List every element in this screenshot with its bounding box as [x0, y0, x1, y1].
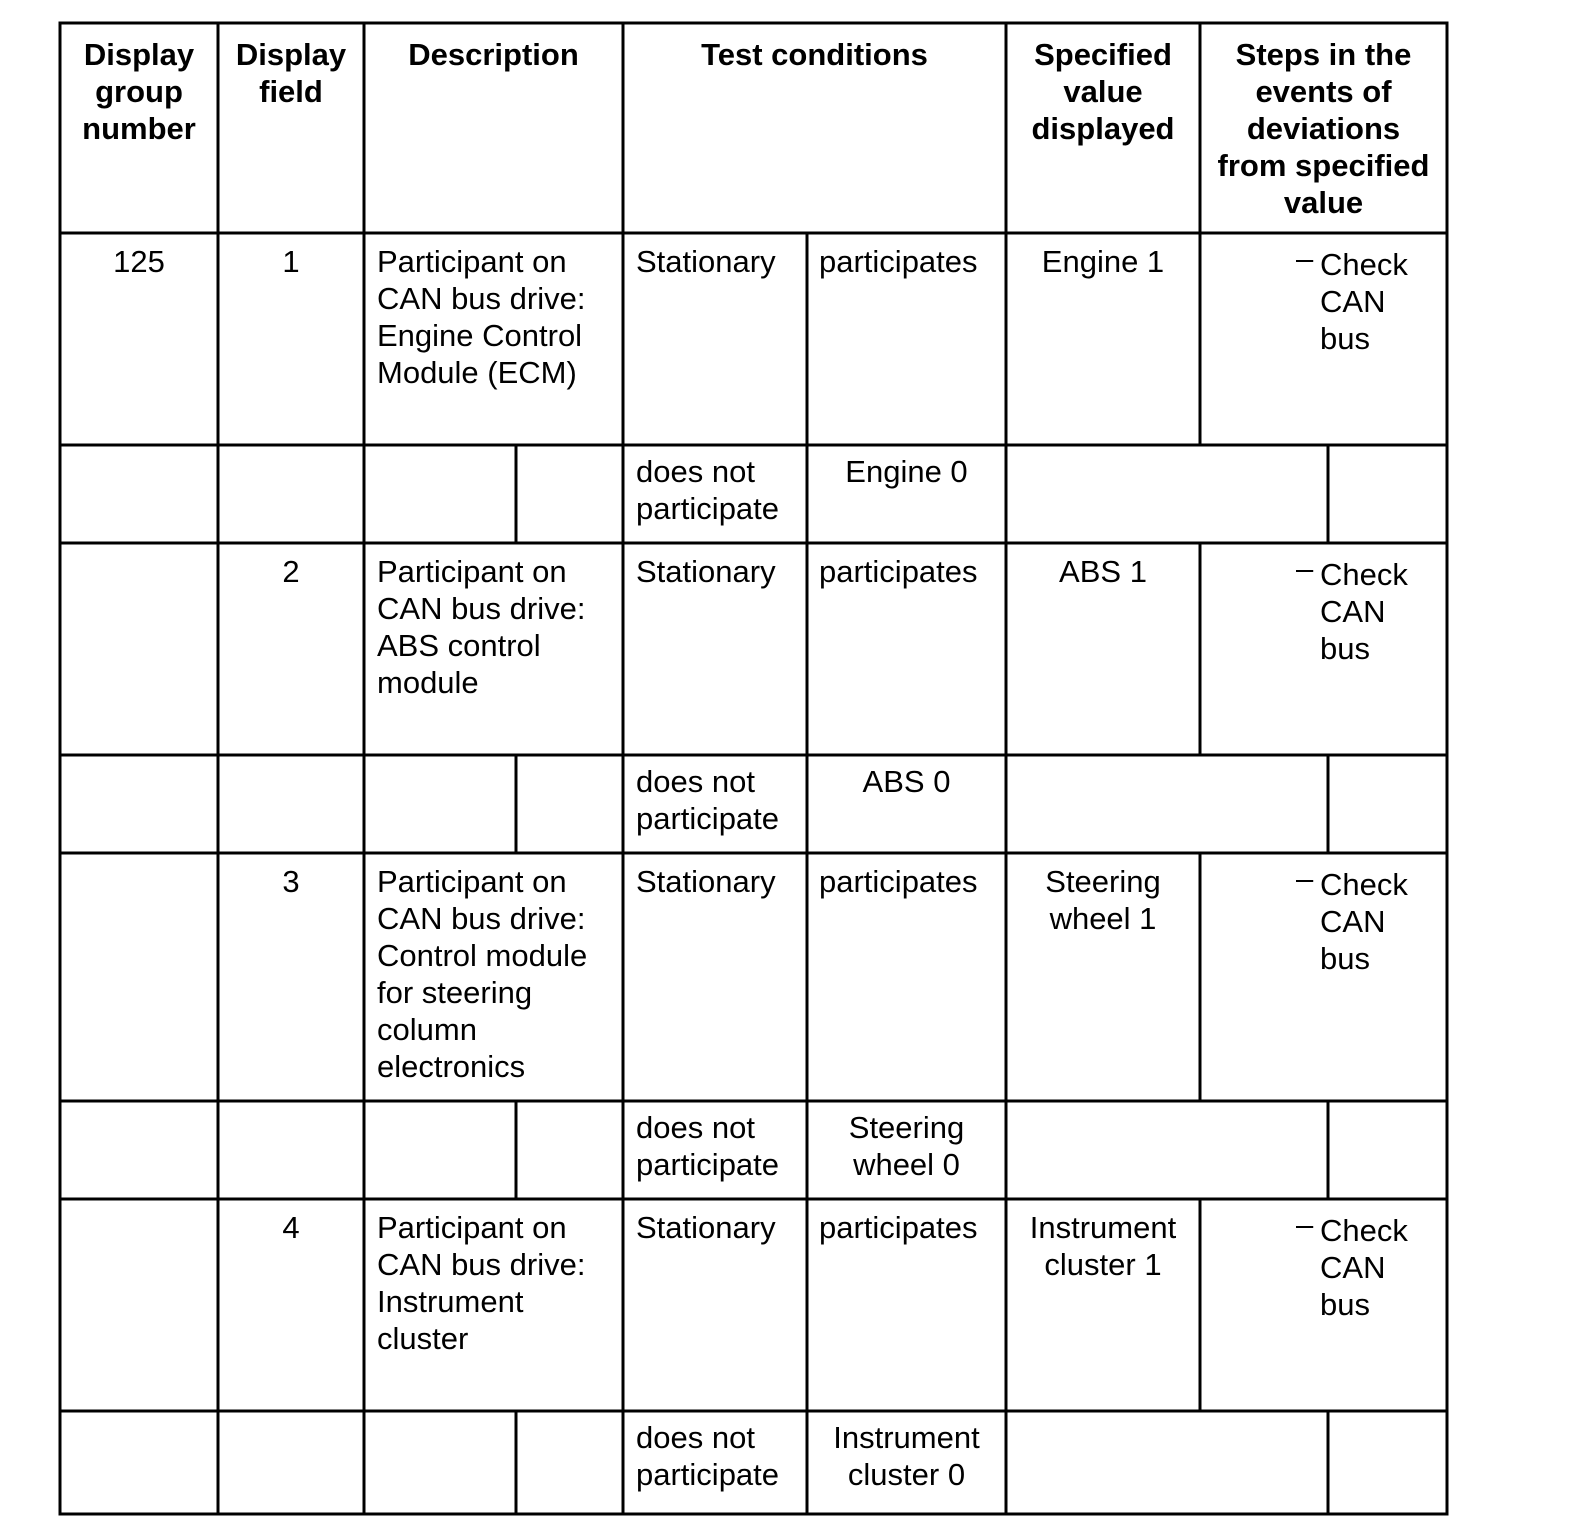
row-4-value-on: Instrument cluster 1: [1029, 1210, 1177, 1282]
row-4-not-participate: does not participate: [636, 1420, 780, 1492]
header-test-conditions: Test conditions: [701, 37, 928, 72]
row-1-step: Check CAN bus: [1320, 247, 1408, 356]
row-2-step: Check CAN bus: [1320, 557, 1408, 666]
header-description: Description: [408, 37, 579, 72]
row-4-condition: Stationary: [636, 1210, 776, 1245]
row-3-condition: Stationary: [636, 864, 776, 899]
row-4-description: Participant on CAN bus drive: Instrument cluster: [377, 1210, 586, 1356]
row-1-condition: Stationary: [636, 244, 776, 279]
row-3-value-off: Steering wheel 0: [848, 1110, 965, 1182]
row-4-participates: participates: [819, 1210, 978, 1245]
row-2-participates: participates: [819, 554, 978, 589]
row-3-step-dash: –: [1296, 861, 1314, 896]
row-1-not-participate: does not participate: [636, 454, 780, 526]
row-4-step: Check CAN bus: [1320, 1213, 1408, 1322]
row-3-not-participate: does not participate: [636, 1110, 780, 1182]
row-3-value-on: Steering wheel 1: [1045, 864, 1161, 936]
row-2-value-off: ABS 0: [862, 764, 951, 799]
row-4-field: 4: [282, 1210, 300, 1245]
row-2-field: 2: [282, 554, 300, 589]
row-3-description: Participant on CAN bus drive: Control module for steering column electronics: [377, 864, 588, 1084]
header-display-field: Display field: [235, 37, 347, 109]
row-1-description: Participant on CAN bus drive: Engine Control Module (ECM): [377, 244, 586, 390]
header-steps: Steps in the events of deviations from specified value: [1217, 37, 1430, 220]
row-1-value-on: Engine 1: [1041, 244, 1165, 279]
row-1-field: 1: [282, 244, 300, 279]
row-1-participates: participates: [819, 244, 978, 279]
row-4-value-off: Instrument cluster 0: [833, 1420, 980, 1492]
row-2-description: Participant on CAN bus drive: ABS control module: [377, 554, 586, 700]
row-1-step-dash: –: [1296, 241, 1314, 276]
row-3-step: Check CAN bus: [1320, 867, 1408, 976]
row-2-step-dash: –: [1296, 551, 1314, 586]
header-display-group-number: Display group number: [82, 37, 196, 146]
row-3-field: 3: [282, 864, 300, 899]
row-3-participates: participates: [819, 864, 978, 899]
row-2-not-participate: does not participate: [636, 764, 780, 836]
row-1-value-off: Engine 0: [845, 454, 968, 489]
group-number: 125: [113, 244, 165, 279]
row-4-step-dash: –: [1296, 1207, 1314, 1242]
row-2-condition: Stationary: [636, 554, 776, 589]
row-2-value-on: ABS 1: [1059, 554, 1147, 589]
header-specified-value: Specified value displayed: [1031, 37, 1175, 146]
